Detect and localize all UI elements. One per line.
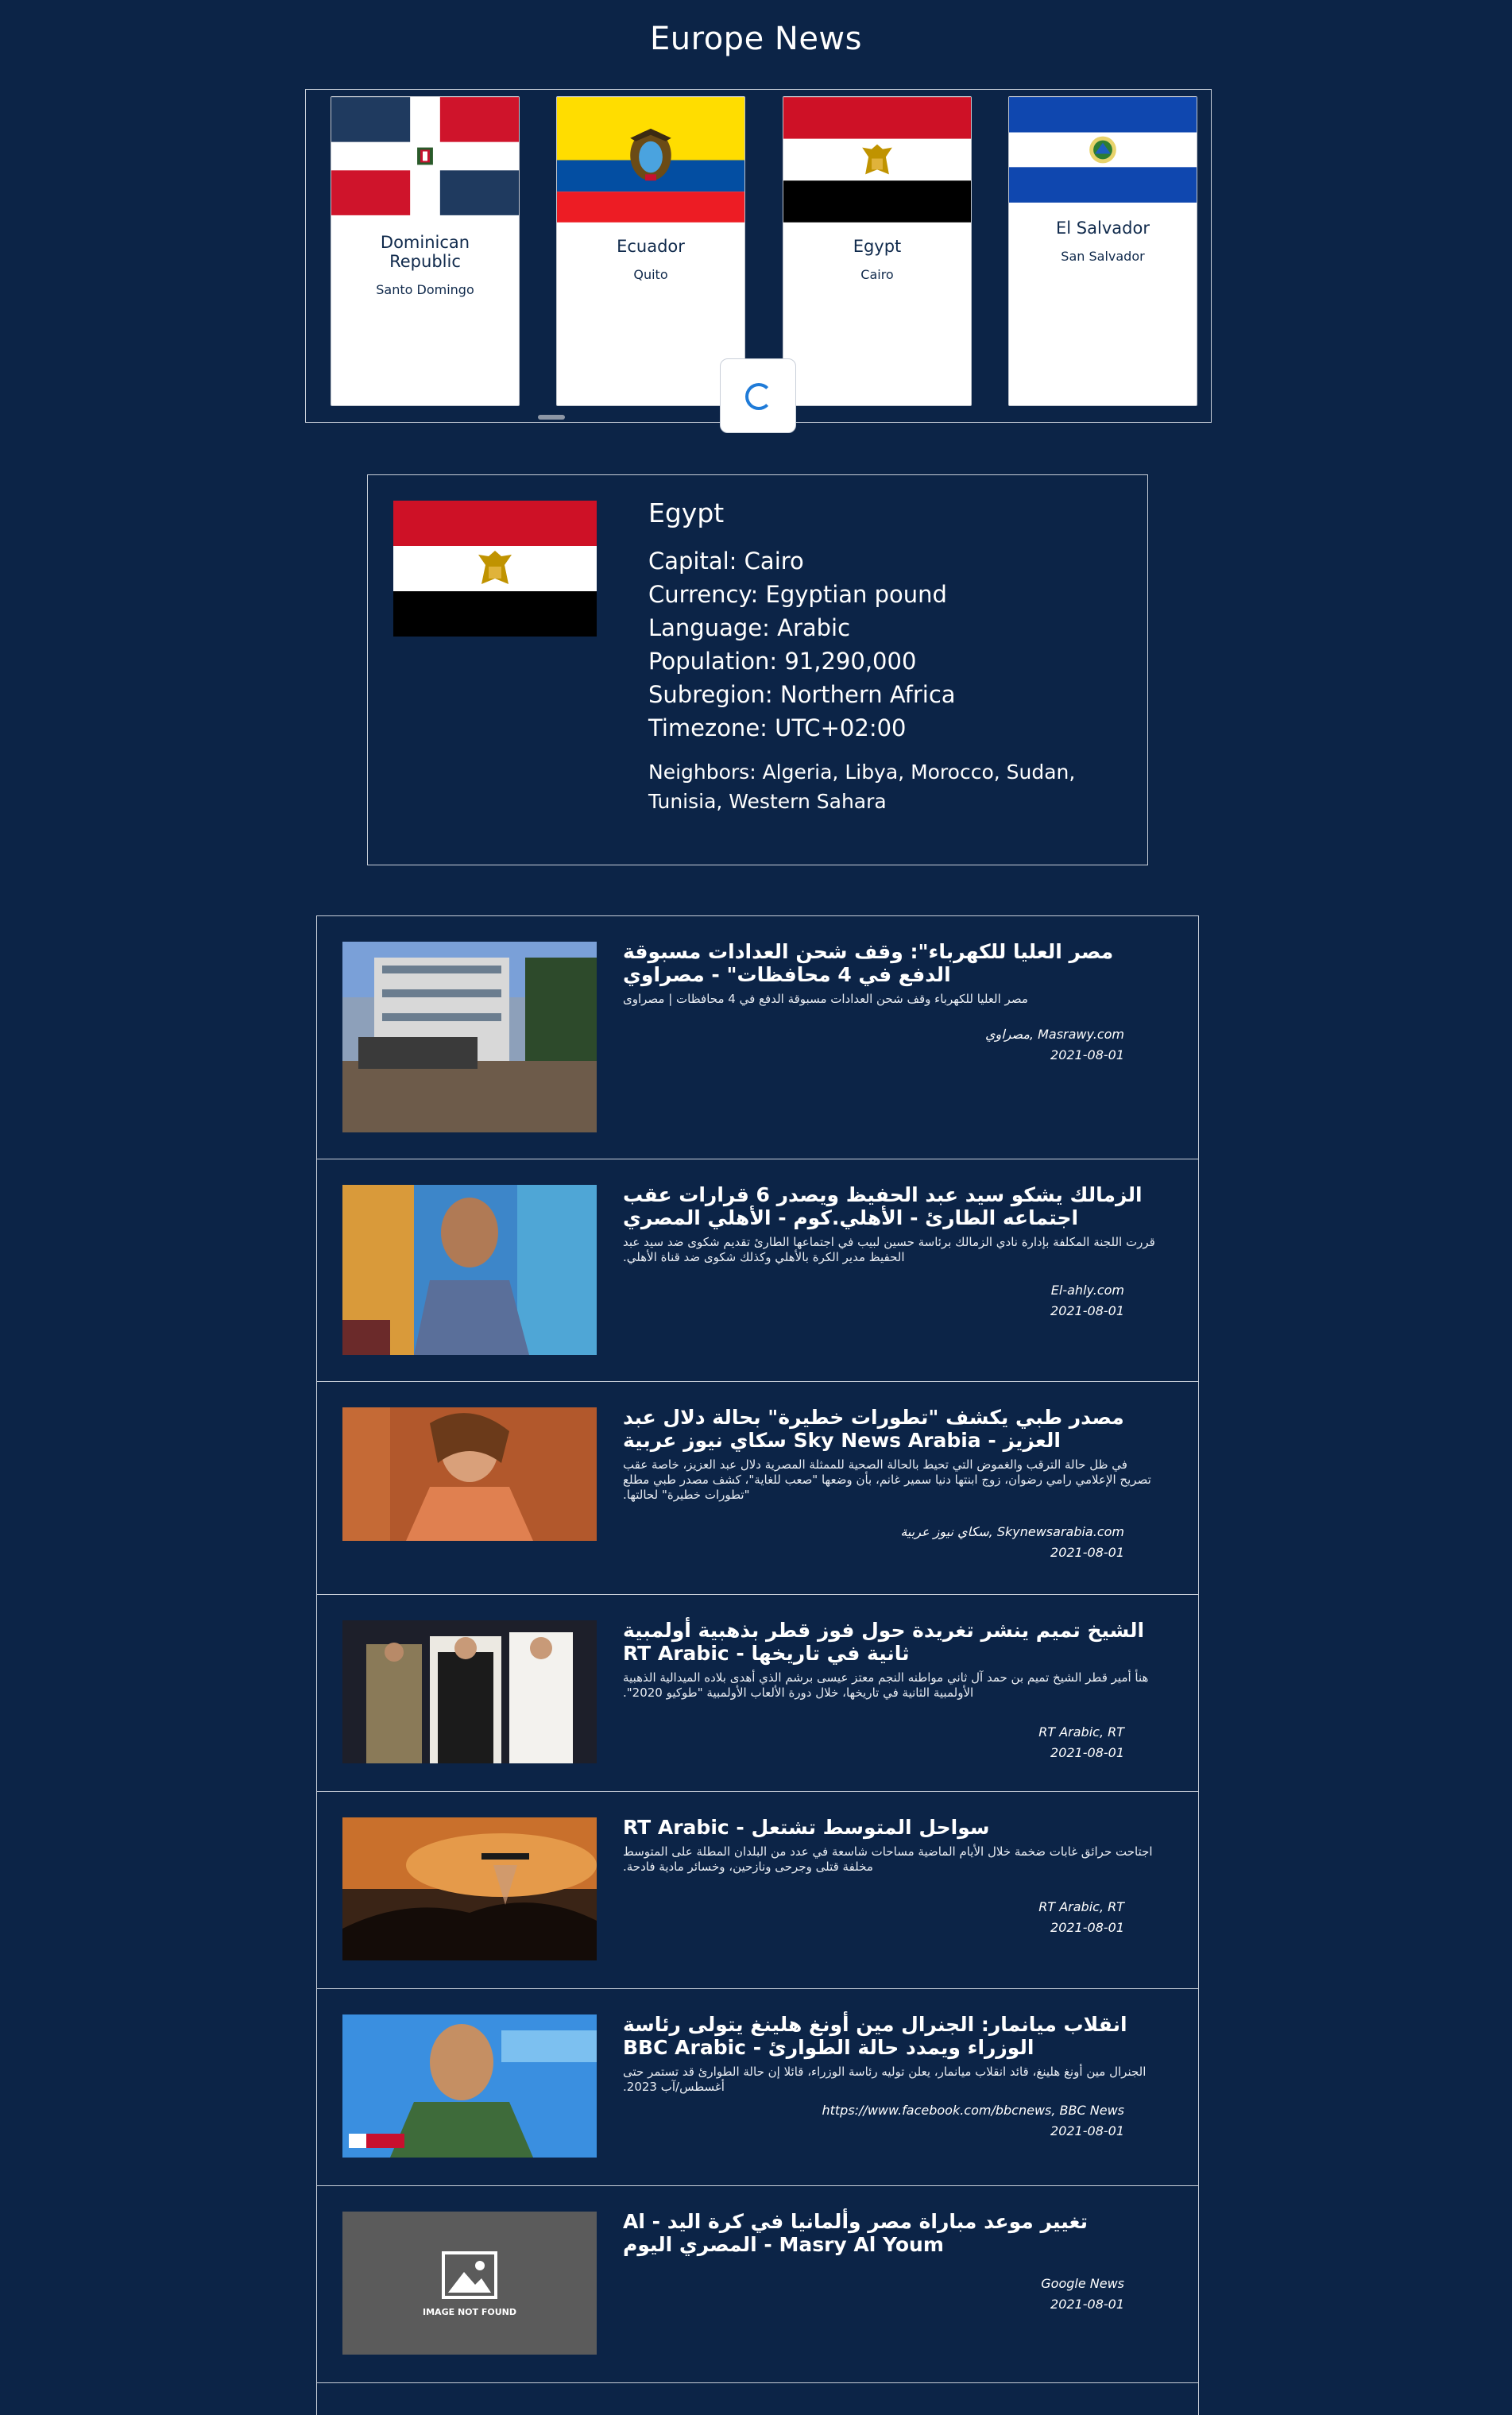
currency-info: Currency: Egyptian pound — [648, 581, 947, 608]
news-source: El-ahly.com — [1050, 1283, 1124, 1298]
carousel-scroll-indicator[interactable] — [538, 415, 565, 420]
timezone-info: Timezone: UTC+02:00 — [648, 714, 907, 741]
spinner-icon — [745, 383, 772, 410]
news-thumbnail[interactable] — [342, 1620, 597, 1763]
card-capital: San Salvador — [1061, 249, 1145, 264]
country-card-ecuador[interactable] — [556, 96, 745, 406]
news-title[interactable]: الشيخ تميم ينشر تغريدة حول فوز قطر بذهبية أولمبية ثانية في تاريخها - RT Arabic — [623, 1619, 1145, 1665]
news-item — [317, 916, 1198, 1159]
card-capital: Quito — [633, 267, 668, 282]
news-title[interactable]: مصر العليا للكهرباء": وقف شحن العدادات مسبوقة الدفع في 4 محافظات" - مصراوي — [623, 940, 1114, 986]
news-date: 2021-08-01 — [1050, 1920, 1124, 1935]
news-item — [317, 1989, 1198, 2186]
news-date: 2021-08-01 — [1050, 1303, 1124, 1318]
news-date: 2021-08-01 — [1050, 1545, 1124, 1560]
news-description: الجنرال مين أونغ هلينغ، قائد انقلاب ميانمار، يعلن توليه رئاسة الوزراء، قائلا إن حالة الطوارئ قد تستمر حتى أغسطس/آب 2023. — [623, 2065, 1147, 2094]
news-description: هنأ أمير قطر الشيخ تميم بن حمد آل ثاني مواطنه النجم معتز عيسى برشم الذي أهدى بلاده الميدالية الذهبية الأولمبية الثانية في تاريخها، خلال دورة الألعاب الأولمبية "طوكيو 2020". — [623, 1670, 1149, 1700]
country-card-el-salvador[interactable] — [1008, 96, 1197, 406]
el-salvador-flag — [1009, 97, 1197, 203]
language-info: Language: Arabic — [648, 614, 851, 641]
ecuador-flag — [557, 97, 744, 223]
card-name: El Salvador — [1056, 219, 1150, 238]
news-description: مصر العليا للكهرباء وقف شحن العدادات مسبوقة الدفع في 4 محافظات | مصراوى — [623, 992, 1028, 1006]
country-card-egypt[interactable] — [783, 96, 972, 406]
egypt-flag — [783, 97, 971, 223]
news-thumbnail[interactable] — [342, 942, 597, 1132]
news-source: https://www.facebook.com/bbcnews, BBC News — [822, 2103, 1124, 2118]
news-thumbnail[interactable] — [342, 1407, 597, 1541]
country-card-dominican-republic[interactable] — [331, 96, 520, 406]
country-carousel[interactable] — [305, 89, 1212, 423]
neighbors-info: Neighbors: Algeria, Libya, Morocco, Sudan, Tunisia, Western Sahara — [648, 760, 1076, 813]
page-title: Europe News — [650, 21, 862, 57]
news-description: قررت اللجنة المكلفة بإدارة نادي الزمالك برئاسة حسين لبيب في اجتماعها الطارئ تقديم شكوى ضد سيد عبد الحفيظ مدير الكرة بالأهلي وكذلك شكوى ضد قناة الأهلي. — [623, 1235, 1155, 1264]
country-detail-panel — [367, 474, 1148, 865]
card-name: Dominican Republic — [380, 233, 470, 271]
news-source: سكاي نيوز عربية, Skynewsarabia.com — [900, 1524, 1124, 1539]
image-not-found-label: IMAGE NOT FOUND — [423, 2307, 516, 2317]
news-source: RT Arabic, RT — [1038, 1724, 1124, 1740]
news-thumbnail[interactable] — [342, 1185, 597, 1355]
news-source: مصراوي, Masrawy.com — [984, 1027, 1124, 1042]
loading-indicator — [720, 358, 796, 433]
news-description: اجتاحت حرائق غابات ضخمة خلال الأيام الماضية مساحات شاسعة في عدد من البلدان المطلة على المتوسط مخلفة قتلى وجرحى ونازحين، وخسائر مادية فادحة. — [623, 1844, 1153, 1874]
news-thumbnail[interactable] — [342, 1817, 597, 1960]
news-thumbnail-placeholder[interactable] — [342, 2212, 597, 2355]
image-not-found-icon — [442, 2251, 497, 2299]
card-capital: Santo Domingo — [376, 282, 474, 297]
news-item — [317, 2383, 1198, 2415]
news-title[interactable]: انقلاب ميانمار: الجنرال مين أونغ هلينغ يتولى رئاسة الوزراء ويمدد حالة الطوارئ - BBC Arabic — [623, 2013, 1127, 2059]
news-item — [317, 1159, 1198, 1382]
news-source: Google News — [1041, 2276, 1124, 2291]
news-title[interactable]: تغيير موعد مباراة مصر وألمانيا في كرة اليد - Al Masry Al Youm - المصري اليوم — [623, 2210, 1088, 2256]
dominican-republic-flag — [331, 97, 519, 215]
subregion-info: Subregion: Northern Africa — [648, 681, 956, 708]
news-item — [317, 1382, 1198, 1595]
news-item — [317, 1595, 1198, 1792]
news-date: 2021-08-01 — [1050, 1047, 1124, 1062]
news-item — [317, 2186, 1198, 2383]
card-name: Ecuador — [617, 237, 685, 256]
news-date: 2021-08-01 — [1050, 1745, 1124, 1760]
news-source: RT Arabic, RT — [1038, 1899, 1124, 1914]
news-list — [316, 915, 1199, 2415]
card-capital: Cairo — [860, 267, 894, 282]
news-date: 2021-08-01 — [1050, 2297, 1124, 2312]
population-info: Population: 91,290,000 — [648, 648, 917, 675]
capital-info: Capital: Cairo — [648, 548, 804, 575]
news-title[interactable]: مصدر طبي يكشف "تطورات خطيرة" بحالة دلال عبد العزيز - Sky News Arabia سكاي نيوز عربية — [623, 1406, 1124, 1452]
country-name: Egypt — [648, 497, 725, 528]
news-item — [317, 1792, 1198, 1989]
news-title[interactable]: الزمالك يشكو سيد عبد الحفيظ ويصدر 6 قرارات عقب اجتماعه الطارئ - الأهلي.كوم - الأهلي المصري — [623, 1183, 1143, 1229]
news-thumbnail[interactable] — [342, 2014, 597, 2158]
news-title[interactable]: سواحل المتوسط تشتعل - RT Arabic — [623, 1816, 990, 1839]
news-date: 2021-08-01 — [1050, 2123, 1124, 2138]
news-description: في ظل حالة الترقب والغموض التي تحيط بالحالة الصحية للممثلة المصرية دلال عبد العزيز، خاصة عقب تصريح الإعلامي رامي رضوان، زوج ابنتها دنيا سمير غانم، بأن وضعها "صعب للغاية"، كشف مصدر طبي مطلع "تطورات خطيرة" لحالتها. — [623, 1457, 1151, 1502]
card-name: Egypt — [853, 237, 902, 256]
egypt-flag — [393, 501, 597, 637]
